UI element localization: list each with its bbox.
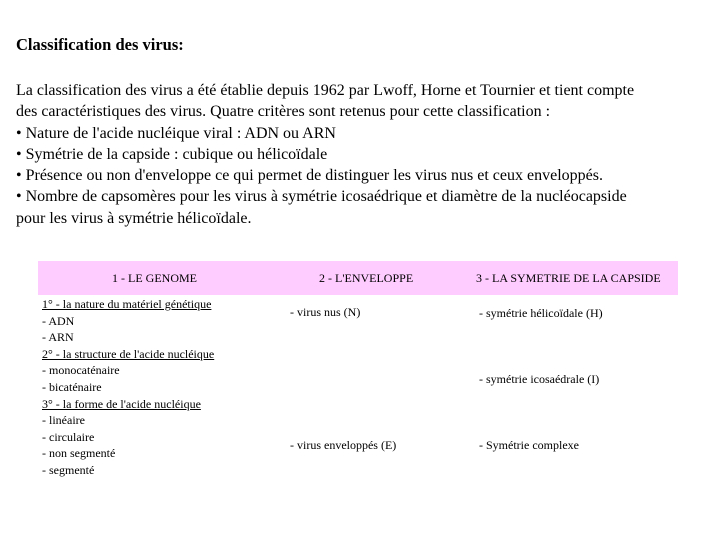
enveloppe-enveloppes: - virus enveloppés (E) [290,438,397,452]
header-symetrie: 3 - LA SYMETRIE DE LA CAPSIDE [476,271,661,285]
intro-line: pour les virus à symétrie hélicoïdale. [16,209,252,227]
intro-paragraph [16,80,716,229]
list-item: - bicaténaire [42,379,102,394]
list-item: - monocaténaire [42,363,120,378]
bullet-enveloppe: • Présence ou non d'enveloppe ce qui permet de distinguer les virus nus et ceux enveloppés. [16,167,603,185]
page-title: Classification des virus: [16,35,184,54]
list-item: - ARN [42,330,74,345]
bullet-capsomeres: • Nombre de capsomères pour les virus à symétrie icosaédrique et diamètre de la nucléocapside [16,188,627,206]
list-item: - linéaire [42,413,85,428]
list-item: - non segmenté [42,446,116,461]
header-enveloppe: 2 - L'ENVELOPPE [319,271,414,285]
intro-line: La classification des virus a été établie depuis 1962 par Lwoff, Horne et Tournier et tient compte [16,82,635,99]
list-item: - ADN [42,313,75,328]
bullet-nature: • Nature de l'acide nucléique viral : ADN ou ARN [16,124,336,142]
enveloppe-nus: - virus nus (N) [290,305,361,319]
list-item: - circulaire [42,429,95,444]
genome-structure-title: 2° - la structure de l'acide nucléique [42,346,215,361]
list-item: - segmenté [42,462,95,477]
symetrie-helicoidale: - symétrie hélicoïdale (H) [479,306,603,320]
bullet-symetrie: • Symétrie de la capside : cubique ou hélicoïdale [16,145,328,163]
symetrie-icosaedrale: - symétrie icosaédrale (I) [479,372,600,386]
genome-nature-title: 1° - la nature du matériel génétique [42,297,212,311]
intro-line: des caractéristiques des virus. Quatre critères sont retenus pour cette classification : [16,103,551,121]
genome-column [42,296,214,479]
genome-forme-title: 3° - la forme de l'acide nucléique [42,396,201,411]
header-genome: 1 - LE GENOME [112,271,197,285]
symetrie-complexe: - Symétrie complexe [479,438,579,452]
